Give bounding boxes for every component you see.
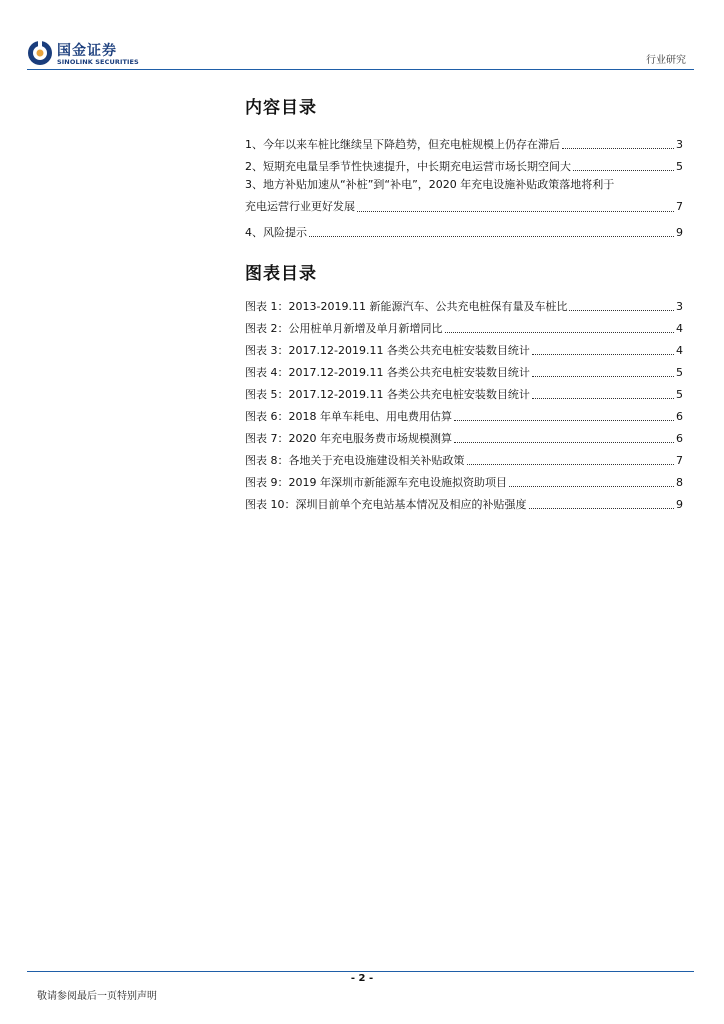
figure-entry[interactable] [245,336,683,358]
figure-entry-label: 图表 5：2017.12-2019.11 各类公共充电桩安装数目统计 [245,388,530,401]
figure-entry-label: 图表 10：深圳目前单个充电站基本情况及相应的补贴强度 [245,498,527,511]
toc-entry-label: 4、风险提示 [245,226,307,239]
figure-entry[interactable] [245,424,683,446]
figure-entry[interactable] [245,490,683,512]
leader-dots [454,420,674,421]
figures-section [245,262,683,512]
toc-entry-page: 9 [676,226,683,239]
logo-chinese-name: 国金证券 [57,43,117,59]
figure-list [245,292,683,512]
toc-entry-page: 3 [676,138,683,151]
leader-dots [467,464,675,465]
leader-dots [562,148,674,149]
figure-entry-label: 图表 7：2020 年充电服务费市场规模测算 [245,432,452,445]
figure-entry-label: 图表 3：2017.12-2019.11 各类公共充电桩安装数目统计 [245,344,530,357]
toc-entry[interactable] [245,174,683,218]
figure-entry-page: 4 [676,344,683,357]
figure-entry[interactable] [245,468,683,490]
figure-entry-page: 4 [676,322,683,335]
leader-dots [454,442,674,443]
leader-dots [532,354,674,355]
footer-divider [27,971,694,972]
logo-mark-icon [27,40,53,66]
figure-entry[interactable] [245,402,683,424]
figure-entry-page: 9 [676,498,683,511]
leader-dots [569,310,674,311]
figure-entry[interactable] [245,314,683,336]
figure-entry[interactable] [245,292,683,314]
leader-dots [445,332,675,333]
figure-entry-page: 3 [676,300,683,313]
toc-entry[interactable] [245,130,683,152]
figure-entry-page: 5 [676,366,683,379]
disclaimer-note: 敬请参阅最后一页特别声明 [37,991,157,1002]
toc-entry-page: 5 [676,160,683,173]
figure-entry-label: 图表 2：公用桩单月新增及单月新增同比 [245,322,443,335]
figure-entry[interactable] [245,380,683,402]
page-number: - 2 - [350,973,374,984]
figure-entry-label: 图表 1：2013-2019.11 新能源汽车、公共充电桩保有量及车桩比 [245,300,568,313]
leader-dots [529,508,675,509]
toc-entry-page: 7 [676,200,683,213]
figure-entry-label: 图表 4：2017.12-2019.11 各类公共充电桩安装数目统计 [245,366,530,379]
toc-entry-label: 2、短期充电量呈季节性快速提升，中长期充电运营市场长期空间大 [245,160,571,173]
toc-entry[interactable] [245,152,683,174]
leader-dots [573,170,674,171]
contents-title: 内容目录 [245,98,317,118]
leader-dots [532,376,674,377]
header-divider [27,69,694,70]
figure-entry[interactable] [245,358,683,380]
figure-entry-page: 7 [676,454,683,467]
toc-entry-label: 1、今年以来车桩比继续呈下降趋势，但充电桩规模上仍存在滞后 [245,138,560,151]
figure-entry-page: 6 [676,410,683,423]
figure-entry[interactable] [245,446,683,468]
contents-section [245,96,683,240]
page-header [0,0,724,72]
figure-entry-page: 6 [676,432,683,445]
toc-entry-label-line1: 3、地方补贴加速从“补桩”到“补电”，2020 年充电设施补贴政策落地将利于 [245,178,615,191]
leader-dots [509,486,674,487]
report-category: 行业研究 [646,55,686,66]
toc-entry-label-line2: 充电运营行业更好发展 [245,200,355,213]
toc-entry[interactable] [245,218,683,240]
figure-entry-label: 图表 8：各地关于充电设施建设相关补贴政策 [245,454,465,467]
figures-title: 图表目录 [245,264,317,284]
figure-entry-label: 图表 6：2018 年单车耗电、用电费用估算 [245,410,452,423]
figure-entry-page: 5 [676,388,683,401]
leader-dots [309,236,674,237]
leader-dots [532,398,674,399]
figure-entry-label: 图表 9：2019 年深圳市新能源车充电设施拟资助项目 [245,476,507,489]
leader-dots [357,211,674,212]
figure-entry-page: 8 [676,476,683,489]
logo-english-name: SINOLINK SECURITIES [57,58,139,66]
